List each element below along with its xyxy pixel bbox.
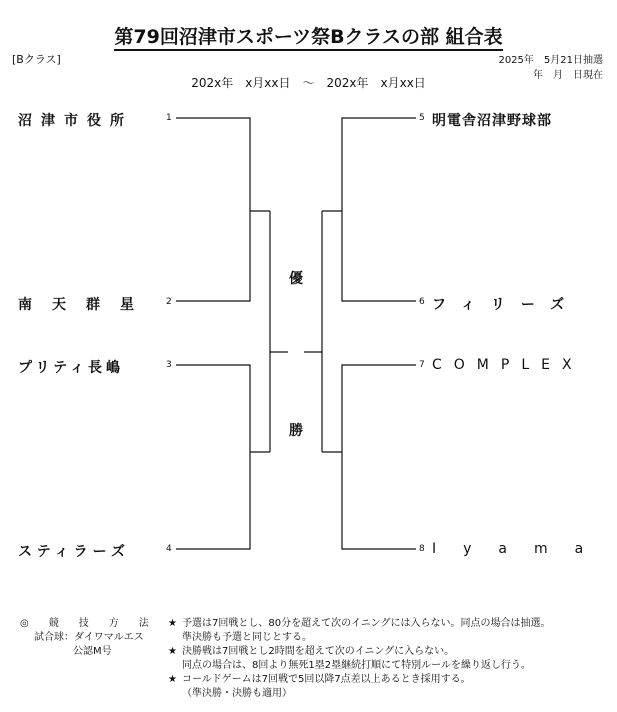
seed-left-4: 4	[166, 544, 172, 554]
rule-mark-3: ★	[168, 674, 177, 685]
team-right-6: フィリーズ	[432, 297, 581, 313]
team-left-1: 沼津市役所	[18, 113, 133, 129]
bracket-left-top	[176, 118, 250, 301]
team-right-7: COMPLEX	[432, 357, 584, 373]
seed-left-2: 2	[166, 297, 172, 307]
rule-mark-1: ★	[168, 618, 177, 629]
bracket-left-bottom	[176, 365, 250, 549]
rule-1-line-2: 準決勝も予選と同じとする。	[182, 632, 312, 643]
team-left-2: 南天群星	[18, 297, 154, 313]
page-title: 第79回沼津市スポーツ祭Bクラスの部 組合表	[0, 22, 617, 49]
seed-left-3: 3	[166, 360, 172, 370]
team-left-4: スティラーズ	[18, 544, 130, 560]
team-left-3: プリティ長嶋	[18, 360, 125, 376]
as-of-date: 年 月 日現在	[533, 70, 603, 81]
rule-2-line-2: 同点の場合は、8回より無死1塁2塁継続打順にて特別ルールを繰り返し行う。	[182, 660, 531, 671]
bracket-right-top	[342, 118, 416, 301]
seed-right-7: 7	[419, 360, 425, 370]
tournament-period: 202x年 x月xx日 ～ 202x年 x月xx日	[191, 76, 426, 90]
rule-mark-2: ★	[168, 646, 177, 657]
class-label: [Bクラス]	[12, 53, 61, 66]
seed-right-8: 8	[419, 544, 425, 554]
draw-date: 2025年 5月21日抽選	[498, 55, 603, 66]
rule-3-line-2: （準決勝・決勝も適用）	[182, 688, 292, 699]
bracket-right-bottom	[342, 365, 416, 549]
rule-3-line-1: コールドゲームは7回戦で5回以降7点差以上あるとき採用する。	[182, 674, 471, 685]
team-right-5: 明電舎沼津野球部	[432, 113, 552, 129]
rules-heading: ◎ 競 技 方 法	[20, 618, 149, 629]
champion-label-2: 勝	[289, 423, 303, 439]
seed-left-1: 1	[166, 113, 172, 123]
rule-1-line-1: 予選は7回戦とし、80分を超えて次のイニングには入らない。同点の場合は抽選。	[182, 618, 551, 629]
team-right-8: Iyama	[432, 541, 611, 557]
champion-label-1: 優	[289, 271, 303, 287]
rules-ball: 試合球：ダイワマルエス	[34, 632, 144, 643]
rule-2-line-1: 決勝戦は7回戦とし2時間を超えて次のイニングに入らない。	[182, 646, 455, 657]
seed-right-5: 5	[419, 113, 425, 123]
rules-certified: 公認M号	[73, 646, 112, 657]
seed-right-6: 6	[419, 297, 425, 307]
